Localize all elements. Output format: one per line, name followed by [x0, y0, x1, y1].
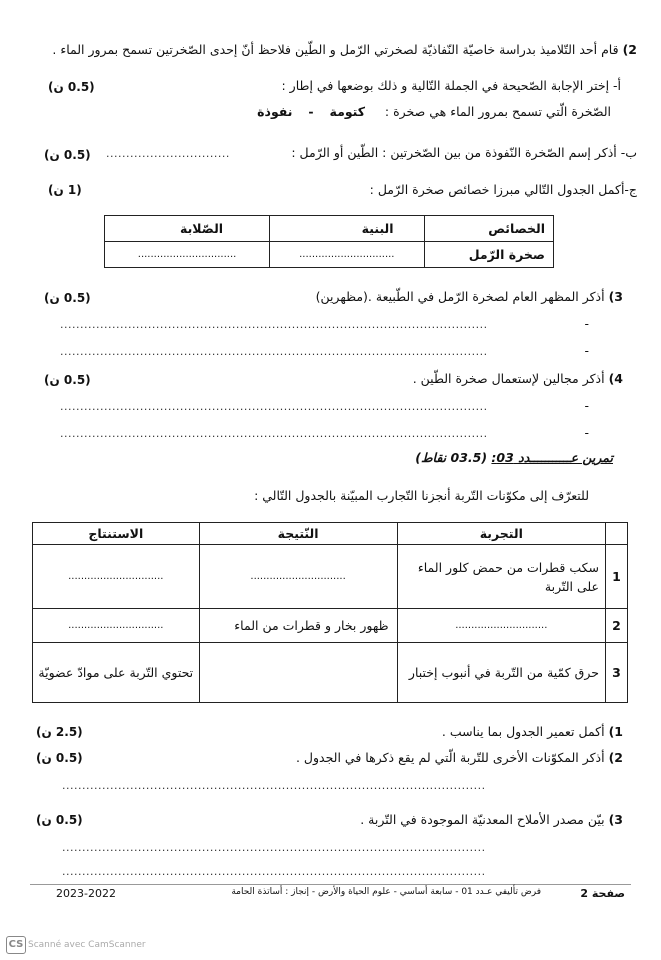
table-header-structure: البنية [270, 216, 424, 242]
row2-number: 2 [606, 609, 628, 643]
q4-answer-2[interactable]: ........................................................................................................... [60, 427, 488, 440]
q3-text: أذكر المظهر العام لصخرة الرّمل في الطّبيعة .(مظهرين) [315, 289, 605, 304]
q2a-sentence: الصّخرة الّتي تسمح بمرور الماء هي صخرة : [384, 104, 611, 119]
header-conclusion: الاستنتاج [33, 523, 200, 545]
ex3-q2-points: (0.5 ن) [36, 751, 83, 765]
q3-answer-2[interactable]: ........................................................................................................... [60, 345, 488, 358]
table-header-properties: الخصائص [424, 216, 553, 242]
row2-conclusion[interactable]: .............................. [33, 609, 200, 643]
row2-experiment[interactable]: ............................. [397, 609, 605, 643]
q3-dash-1: - [584, 316, 589, 331]
row3-conclusion: تحتوي التّربة على موادّ عضويّة [33, 643, 200, 703]
q3-line [316, 289, 623, 305]
table-cell-structure[interactable]: .............................. [270, 242, 424, 268]
ex3-title-line [415, 450, 613, 466]
ex3-q3-text: بيّن مصدر الأملاح المعدنيّة الموجودة في التّربة . [360, 812, 605, 827]
q3-dash-2: - [584, 343, 589, 358]
footer-divider [30, 884, 631, 885]
footer-center: فرض تأليفي عـدد 01 - سابعة أساسي - علوم الحياة والأرض - إنجاز : أساتذة الحامة [231, 887, 541, 897]
footer-page: صفحة 2 [580, 887, 625, 900]
q2-intro-line [52, 42, 637, 58]
ex3-q2-text: أذكر المكوّنات الأخرى للتّربة الّتي لم يقع ذكرها في الجدول . [295, 750, 605, 765]
q2b-points: (0.5 ن) [44, 148, 91, 162]
ex3-q3-answer-1[interactable]: .......................................................................................................... [62, 841, 486, 854]
q2c-label: ج-أكمل الجدول التّالي مبرزا خصائص صخرة الرّمل : [369, 182, 637, 197]
row3-result[interactable] [199, 643, 397, 703]
q2a-label: أ- إختر الإجابة الصّحيحة في الجملة التّالية و ذلك بوضعها في إطار : [281, 78, 621, 93]
q2a-sentence-line [257, 104, 611, 120]
ex3-points: (03.5 نقاط) [415, 450, 488, 465]
q3-number: 3) [608, 289, 623, 304]
table-header-hardness: الصّلابة [105, 216, 270, 242]
q2a-option-impermeable[interactable]: كتومة [329, 104, 366, 119]
footer-year: 2023-2022 [56, 887, 116, 900]
q2a-points: (0.5 ن) [48, 80, 95, 94]
table-cell-hardness[interactable]: ............................... [105, 242, 270, 268]
q4-answer-1[interactable]: ........................................................................................................... [60, 400, 488, 413]
ex3-q3-points: (0.5 ن) [36, 813, 83, 827]
ex3-q1-line [442, 724, 623, 740]
camscanner-logo-icon: CS [6, 936, 26, 954]
q4-number: 4) [608, 371, 623, 386]
sand-properties-table [104, 215, 554, 268]
q3-points: (0.5 ن) [44, 291, 91, 305]
ex3-q2-number: 2) [608, 750, 623, 765]
q2-number: 2) [622, 42, 637, 57]
soil-experiments-table [32, 522, 628, 703]
q2a-option-permeable[interactable]: نفوذة [257, 104, 293, 119]
row2-result: ظهور بخار و قطرات من الماء [199, 609, 397, 643]
q4-text: أذكر مجالين لإستعمال صخرة الطّين . [412, 371, 605, 386]
q2b-label: ب- أذكر إسم الصّخرة النّفوذة من بين الصّخرتين : الطّين أو الرّمل : [291, 145, 637, 160]
q4-dash-1: - [584, 398, 589, 413]
camscanner-watermark: Scanné avec CamScanner [28, 940, 146, 950]
ex3-q1-points: (2.5 ن) [36, 725, 83, 739]
header-experiment: التجربة [397, 523, 605, 545]
q4-points: (0.5 ن) [44, 373, 91, 387]
row1-number: 1 [606, 545, 628, 609]
row3-experiment: حرق كمّية من التّربة في أنبوب إختبار [397, 643, 605, 703]
row1-conclusion[interactable]: .............................. [33, 545, 200, 609]
row3-number: 3 [606, 643, 628, 703]
ex3-q1-number: 1) [608, 724, 623, 739]
q2b-answer[interactable]: ............................... [106, 147, 230, 160]
q4-dash-2: - [584, 425, 589, 440]
ex3-q2-line [296, 750, 623, 766]
ex3-q3-line [360, 812, 623, 828]
ex3-title: تمرين عـــــــــــدد 03: [491, 450, 613, 465]
row1-experiment: سكب قطرات من حمض كلور الماء على التّربة [397, 545, 605, 609]
ex3-q1-text: أكمل تعمير الجدول بما يناسب . [441, 724, 605, 739]
q2c-points: (1 ن) [48, 183, 82, 197]
q4-line [413, 371, 623, 387]
header-result: النّتيجة [199, 523, 397, 545]
table-row-sand: صخرة الرّمل [424, 242, 553, 268]
ex3-q3-answer-2[interactable]: .......................................................................................................... [62, 865, 486, 878]
ex3-q2-answer[interactable]: .......................................................................................................... [62, 779, 486, 792]
q2-intro: قام أحد التّلاميذ بدراسة خاصيّة النّفاذيّة لصخرتي الرّمل و الطّين فلاحظ أنّ إحدى الصّخرتين تسمح بمرور الماء . [52, 42, 619, 57]
ex3-q3-number: 3) [608, 812, 623, 827]
row1-result[interactable]: .............................. [199, 545, 397, 609]
ex3-intro: للتعرّف إلى مكوّنات التّربة أنجزنا التّجارب المبيّنة بالجدول التّالي : [254, 488, 589, 503]
q2a-separator: - [308, 104, 314, 119]
q3-answer-1[interactable]: ........................................................................................................... [60, 318, 488, 331]
header-num-cell [606, 523, 628, 545]
